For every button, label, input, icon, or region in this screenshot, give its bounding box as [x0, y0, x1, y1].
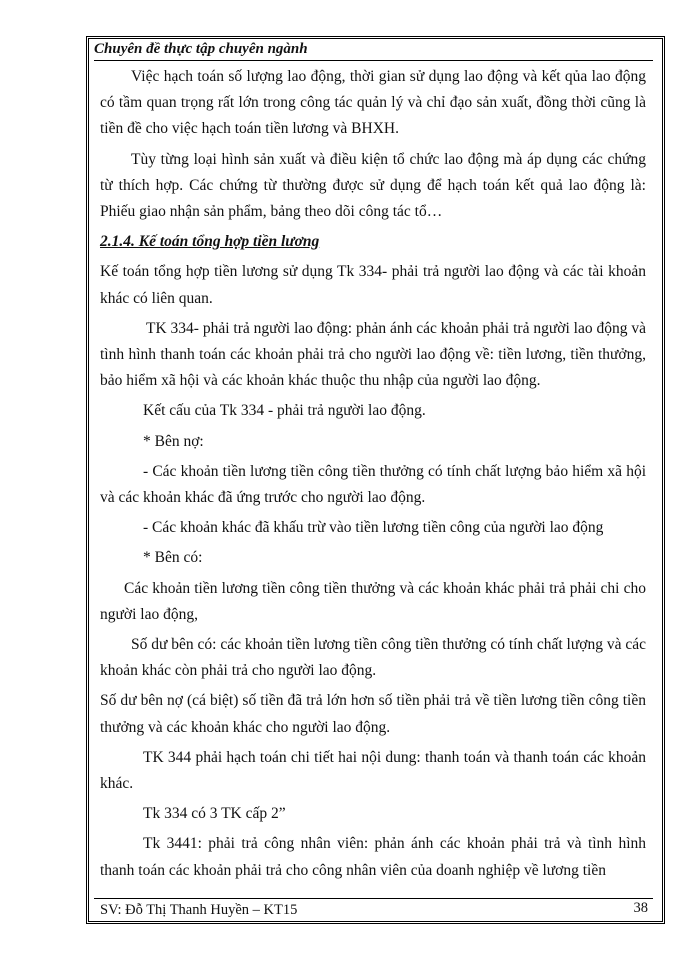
paragraph: Tùy từng loại hình sản xuất và điều kiện tổ chức lao động mà áp dụng các chứng từ thích hợp. Các chứng từ thường được sử dụng để hạch toán kết quả lao động là: Phiếu giao nhận sản phẩm, bảng theo dõi công tác tổ…	[100, 150, 646, 221]
paragraph: Tk 3441: phải trả công nhân viên: phản ánh các khoản phải trả và tình hình thanh toán các khoản phải trả cho công nhân viên của doanh nghiệp về lương tiền	[100, 835, 646, 879]
paragraph: - Các khoản khác đã khấu trừ vào tiền lương tiền công của người lao động	[143, 519, 604, 537]
footer-author: SV: Đỗ Thị Thanh Huyền – KT15	[100, 902, 298, 918]
paragraph: Số dư bên có: các khoản tiền lương tiền công tiền thưởng có tính chất lượng và các khoản khác còn phải trả cho người lao động.	[100, 636, 646, 680]
paragraph: * Bên nợ:	[143, 432, 204, 450]
paragraph: Các khoản tiền lương tiền công tiền thưởng và các khoản khác phải trả phải chi cho người lao động,	[100, 579, 646, 623]
running-header: Chuyên đề thực tập chuyên ngành	[94, 41, 308, 57]
paragraph: * Bên có:	[143, 549, 203, 567]
paragraph: TK 334- phải trả người lao động: phản ánh các khoản phải trả người lao động và tình hình thanh toán các khoản phải trả cho người lao động về: tiền lương, tiền thưởng, bảo hiểm xã hội và các khoản khác thuộc thu nhập của người lao động.	[100, 319, 646, 390]
paragraph: Kế toán tổng hợp tiền lương sử dụng Tk 334- phải trả người lao động và các tài khoản khác có liên quan.	[100, 263, 646, 307]
paragraph: Tk 334 có 3 TK cấp 2”	[143, 805, 286, 823]
section-heading: 2.1.4. Kế toán tổng hợp tiền lương	[100, 233, 320, 251]
footer-divider	[94, 898, 653, 899]
document-body	[100, 64, 646, 888]
paragraph: - Các khoản tiền lương tiền công tiền thưởng có tính chất lượng bảo hiểm xã hội và các khoản khác đã ứng trước cho người lao động.	[100, 462, 646, 507]
paragraph: TK 344 phải hạch toán chi tiết hai nội dung: thanh toán và thanh toán các khoản khác.	[100, 748, 646, 793]
paragraph: Kết cấu của Tk 334 - phải trả người lao động.	[143, 402, 426, 420]
page-number: 38	[633, 900, 648, 916]
paragraph: Số dư bên nợ (cá biệt) số tiền đã trả lớn hơn số tiền phải trả về tiền lương tiền công tiền thưởng và các khoản khác cho người lao động.	[100, 692, 646, 736]
paragraph: Việc hạch toán số lượng lao động, thời gian sử dụng lao động và kết qủa lao động có tầm quan trọng rất lớn trong công tác quản lý và chỉ đạo sản xuất, đồng thời cũng là tiền đề cho việc hạch toán tiền lương và BHXH.	[100, 68, 646, 138]
header-divider	[94, 60, 653, 61]
